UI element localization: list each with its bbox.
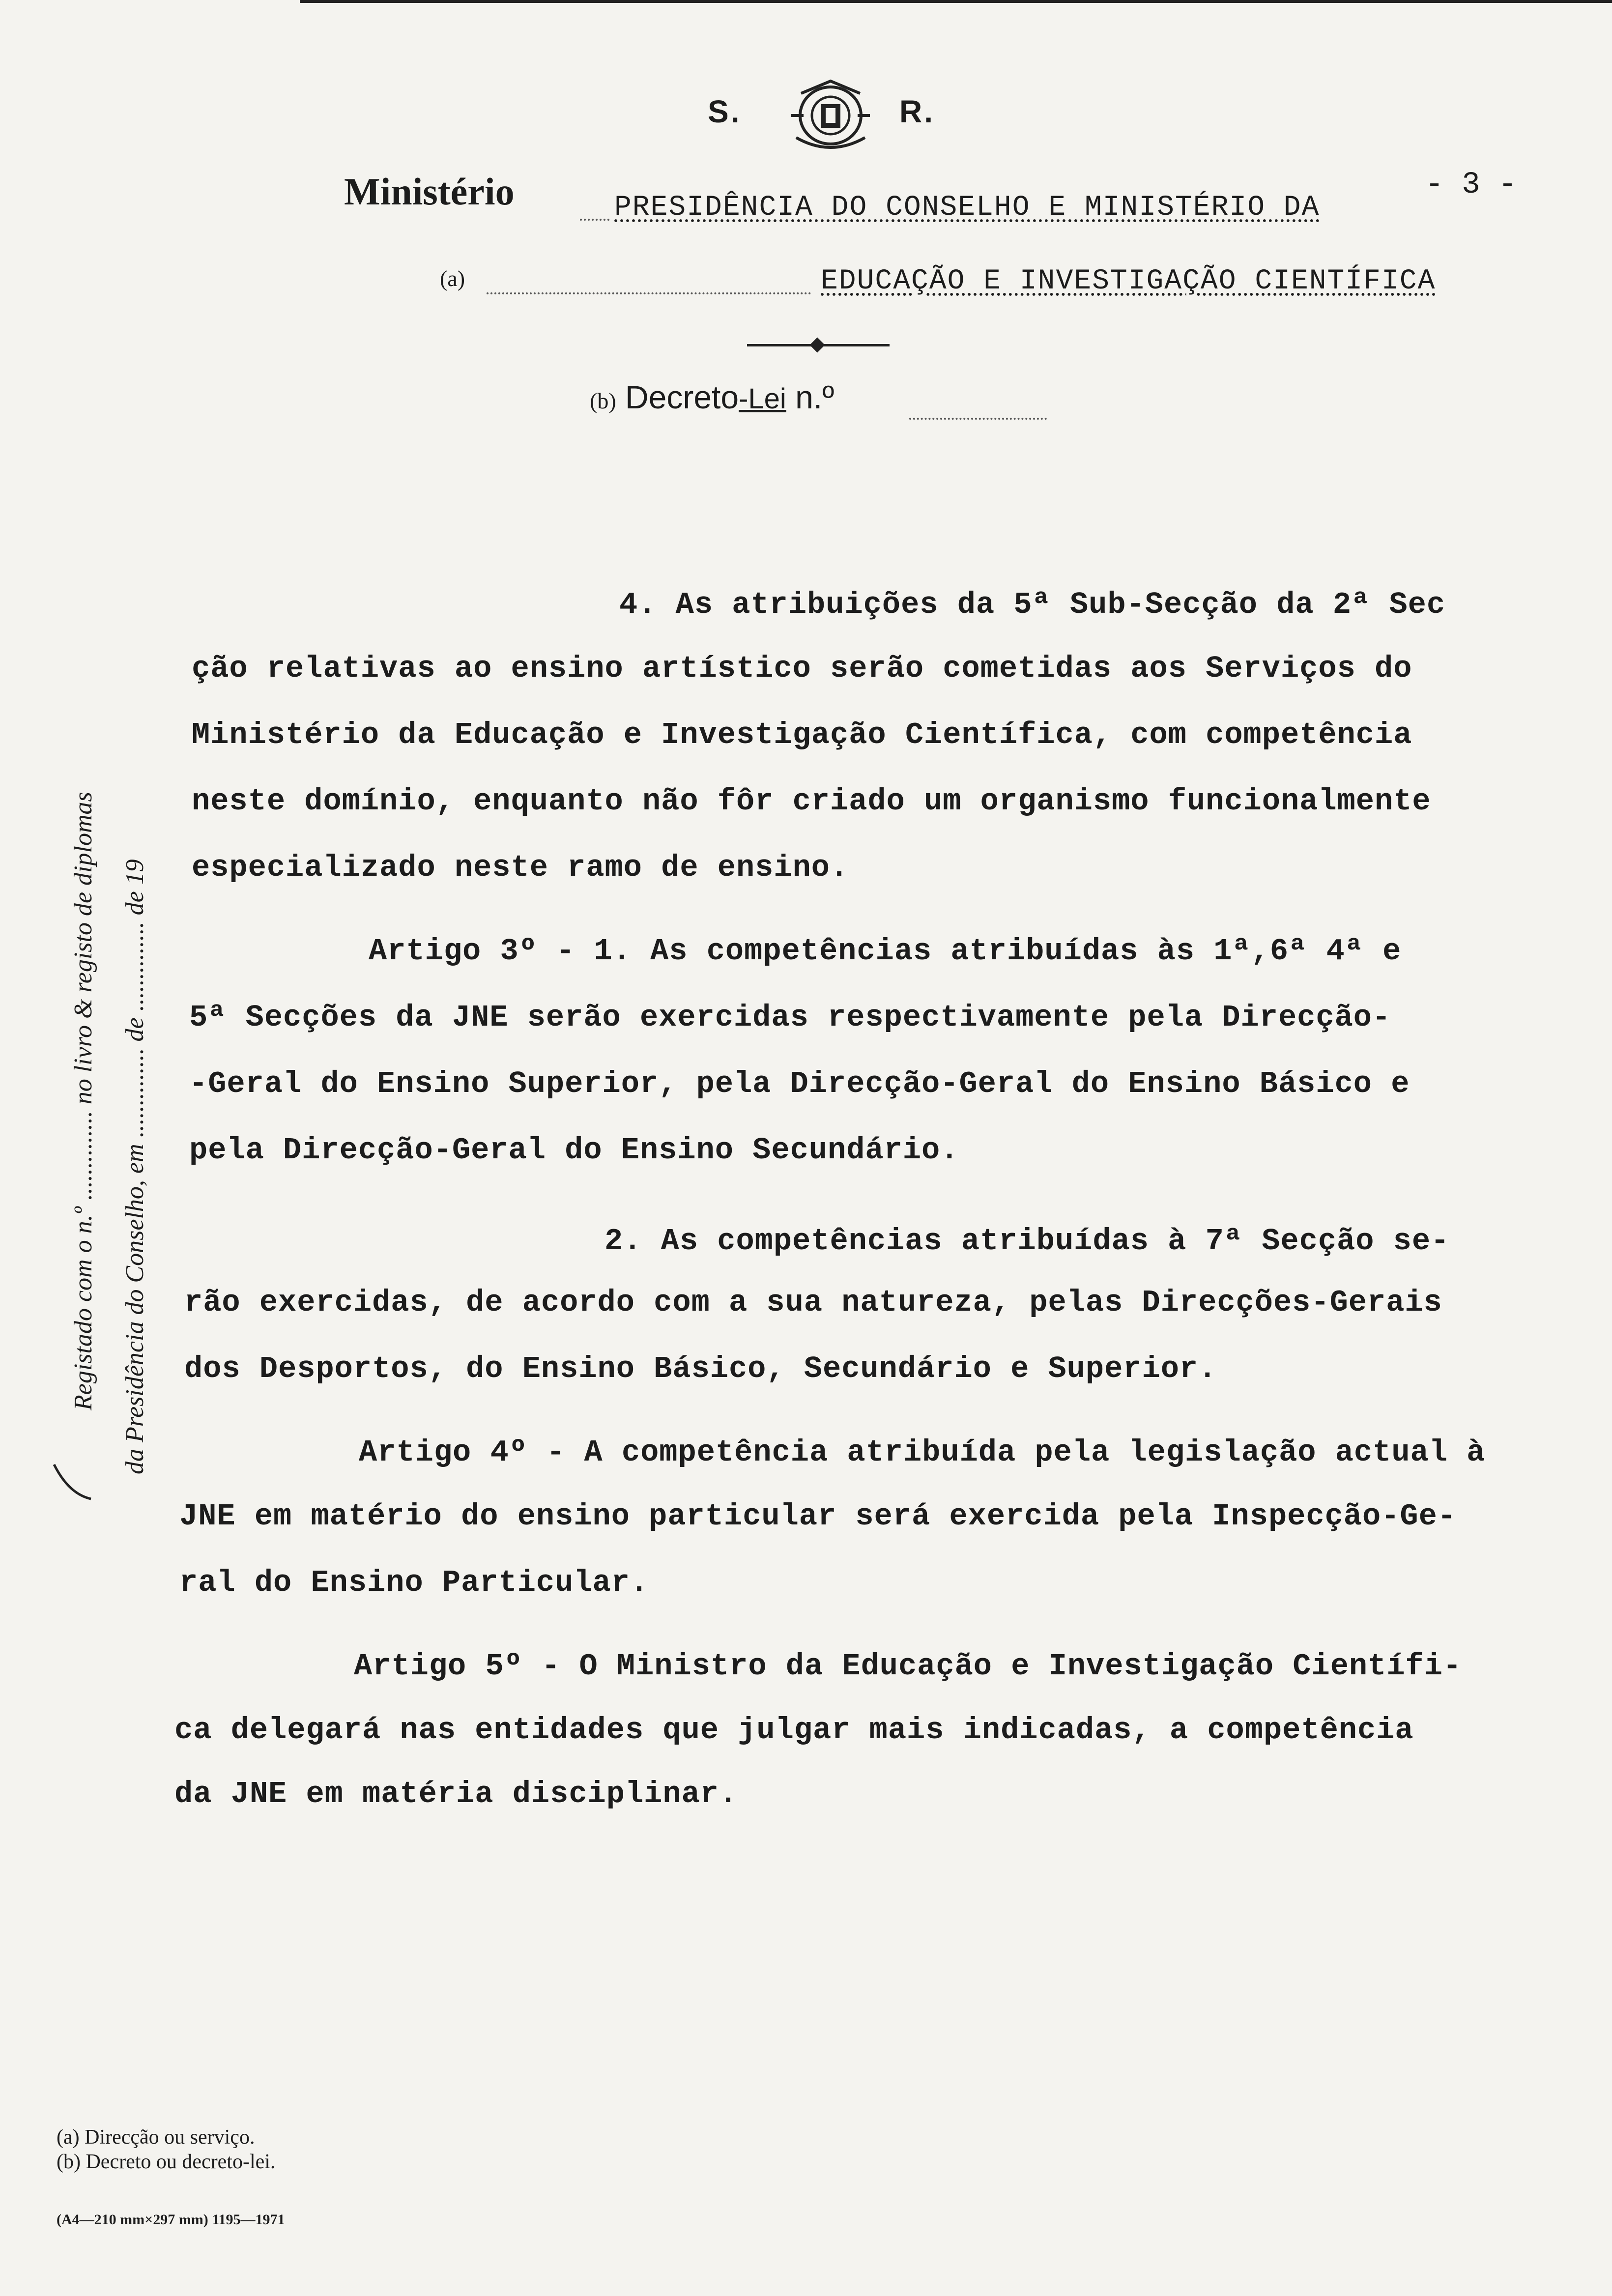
decree-label: Decreto [625, 379, 739, 415]
paragraph-5-line: Artigo 5º - O Ministro da Educação e Investigação Científi- [354, 1649, 1462, 1684]
ministry-prefix: Ministério [344, 170, 515, 213]
bracket-icon [49, 1460, 93, 1504]
footnote-b: (b) Decreto ou decreto-lei. [57, 2151, 276, 2173]
decree-no: n.º [795, 379, 835, 415]
paragraph-1-line: Ministério da Educação e Investigação Científica, com competência [192, 718, 1412, 752]
paragraph-1-line: ção relativas ao ensino artístico serão cometidas aos Serviços do [192, 651, 1412, 686]
paragraph-1-line: especializado neste ramo de ensino. [192, 850, 849, 885]
top-rule [300, 0, 1612, 3]
decree-line [590, 378, 834, 416]
ornament-diamond-icon [809, 337, 825, 352]
coat-of-arms-icon [781, 74, 880, 157]
paragraph-2-line: pela Direcção-Geral do Ensino Secundário. [189, 1133, 959, 1168]
paragraph-4-line: Artigo 4º - A competência atribuída pela legislação actual à [359, 1435, 1486, 1470]
paragraph-1-line: 4. As atribuições da 5ª Sub-Secção da 2ª Sec [619, 587, 1446, 622]
marker-a: (a) [440, 266, 465, 291]
paragraph-3-line: rão exercidas, de acordo com a sua natureza, pelas Direcções-Gerais [184, 1285, 1442, 1320]
paragraph-3-line: 2. As competências atribuídas à 7ª Secção se- [604, 1224, 1450, 1259]
paragraph-5-line: da JNE em matéria disciplinar. [174, 1777, 738, 1811]
page-number: - 3 - [1425, 167, 1517, 202]
paragraph-5-line: ca delegará nas entidades que julgar mais indicadas, a competência [174, 1713, 1414, 1748]
form-format-code: (A4—210 mm×297 mm) 1195—1971 [57, 2211, 285, 2228]
paragraph-1-line: neste domínio, enquanto não fôr criado um organismo funcionalmente [192, 784, 1431, 819]
paragraph-4-line: ral do Ensino Particular. [179, 1565, 649, 1600]
paragraph-2-line: 5ª Secções da JNE serão exercidas respectivamente pela Direcção- [189, 1000, 1391, 1035]
sr-right: R. [899, 94, 935, 129]
paragraph-4-line: JNE em matério do ensino particular será exercida pela Inspecção-Ge- [179, 1499, 1457, 1534]
dotted-line-a [487, 292, 811, 294]
decree-lei: -Lei [739, 383, 786, 415]
marker-b: (b) [590, 388, 616, 413]
footnote-a: (a) Direcção ou serviço. [57, 2126, 255, 2149]
ministry-line-2: EDUCAÇÃO E INVESTIGAÇÃO CIENTÍFICA [821, 265, 1436, 297]
paragraph-2-line: Artigo 3º - 1. As competências atribuídas às 1ª,6ª 4ª e [369, 934, 1402, 969]
dotted-line-decree [909, 418, 1047, 420]
paragraph-3-line: dos Desportos, do Ensino Básico, Secundário e Superior. [184, 1351, 1217, 1386]
margin-registry-line-2: da Presidência do Conselho, em .............. de .............. de 19 [121, 859, 149, 1474]
margin-registry-line-1: Registado com o n.º .............. no livro & registo de diplomas [69, 792, 97, 1410]
dotted-line [580, 219, 609, 221]
paragraph-2-line: -Geral do Ensino Superior, pela Direcção-Geral do Ensino Básico e [189, 1066, 1410, 1101]
sr-left: S. [708, 94, 742, 129]
ministry-line-1: PRESIDÊNCIA DO CONSELHO E MINISTÉRIO DA [614, 192, 1320, 224]
